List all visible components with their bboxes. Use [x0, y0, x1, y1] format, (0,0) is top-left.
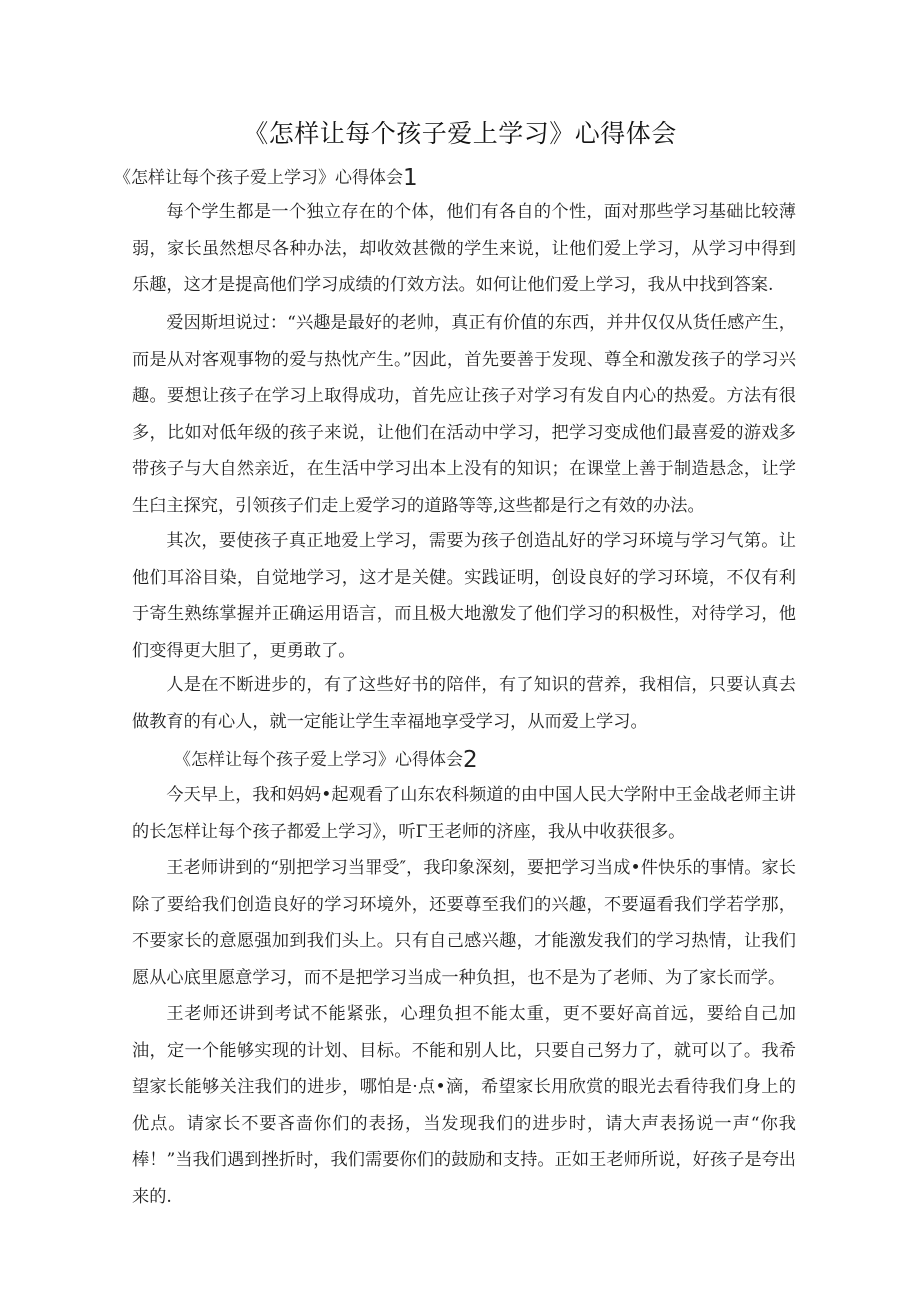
document-title: 《怎样让每个孩子爱上学习》心得体会: [243, 119, 677, 148]
section-1-heading-number: 1: [403, 165, 418, 191]
section-2-heading-number: 2: [463, 747, 478, 773]
section-2-paragraph-1: 今天早上，我和妈妈•起观看了山东农科频道的由中国人民大学附中王金战老师主讲的长怎样让每个孩子都爱上学习》，听Γ王老师的济座，我从中收获很多。: [132, 785, 796, 842]
section-2-heading: [174, 745, 478, 773]
section-1-paragraph-4: 人是在不断进步的，有了这些好书的陪伴，有了知识的营养，我相信，只要认真去做教育的有心人，就一定能让学生幸福地享受学习，从而爱上学习。: [132, 675, 796, 732]
section-2-heading-text: 《怎样让每个孩子爱上学习》心得体会: [174, 750, 463, 770]
section-1-heading: [114, 163, 418, 191]
section-1-paragraph-1: 每个学生都是一个独立存在的个体，他们有各自的个性，面对那些学习基础比较薄弱，家长虽然想尽各种办法，却收效甚微的学生来说，让他们爱上学习，从学习中得到乐趣，这才是提高他们学习成绩的仃效方法。如何让他们爱上学习，我从中找到答案.: [132, 202, 796, 296]
section-1-paragraph-2: 爱因斯坦说过：“兴趣是最好的老帅，真正有价值的东西，并井仅仅从货任感产生，而是从对客观事物的爱与热忱产生。”因此，首先要善于发现、尊全和激发孩子的学习兴趣。要想让孩子在学习上取得成功，首先应让孩子对学习有发自内心的热爱。方法有很多，比如对低年级的孩子来说，让他们在活动中学习，把学习变成他们最喜爱的游戏多带孩子与大自然亲近，在生活中学习出本上没有的知识；在课堂上善于制造悬念，让学生臼主探究，引领孩子们走上爱学习的道路等等,这些都是行之有效的办法。: [132, 313, 796, 516]
section-2-paragraph-2: 王老师讲到的“别把学习当罪受″，我印象深刻，要把学习当成•件快乐的事情。家长除了要给我们创造良好的学习环境外，还要尊至我们的兴趣，不要逼看我们学若学那，不要家长的意愿强加到我们头上。只有自己感兴趣，才能激发我们的学习热情，让我们愿从心底里愿意学习，而不是把学习当成一种负担，也不是为了老师、为了家长而学。: [132, 858, 796, 988]
section-2-paragraph-3: 王老师还讲到考试不能紧张，心理负担不能太重，更不要好高首远，要给自己加油，定一个能够实现的计划、目标。不能和别人比，只要自己努力了，就可以了。我希望家长能够关注我们的进步，哪怕是·点•滴，希望家长用欣赏的眼光去看待我们身上的优点。请家长不要吝啬你们的表扬，当发现我们的进步时，请大声表扬说一声“你我棒！”当我们遇到挫折时，我们需要你们的鼓励和支持。正如王老师所说，好孩子是夸出来的.: [132, 1004, 796, 1207]
section-1-heading-text: 《怎样让每个孩子爱上学习》心得体会: [114, 168, 403, 188]
section-1-paragraph-3: 其次，要使孩子真正地爱上学习，需要为孩子创造乩好的学习环境与学习气第。让他们耳浴目染，自觉地学习，这才是关健。实践证明，创设良好的学习环境，不仅有利于寄生熟练掌握并正确运用语言，而且极大地激发了他们学习的积极性，对待学习，他们变得更大胆了，更勇敢了。: [132, 531, 796, 661]
